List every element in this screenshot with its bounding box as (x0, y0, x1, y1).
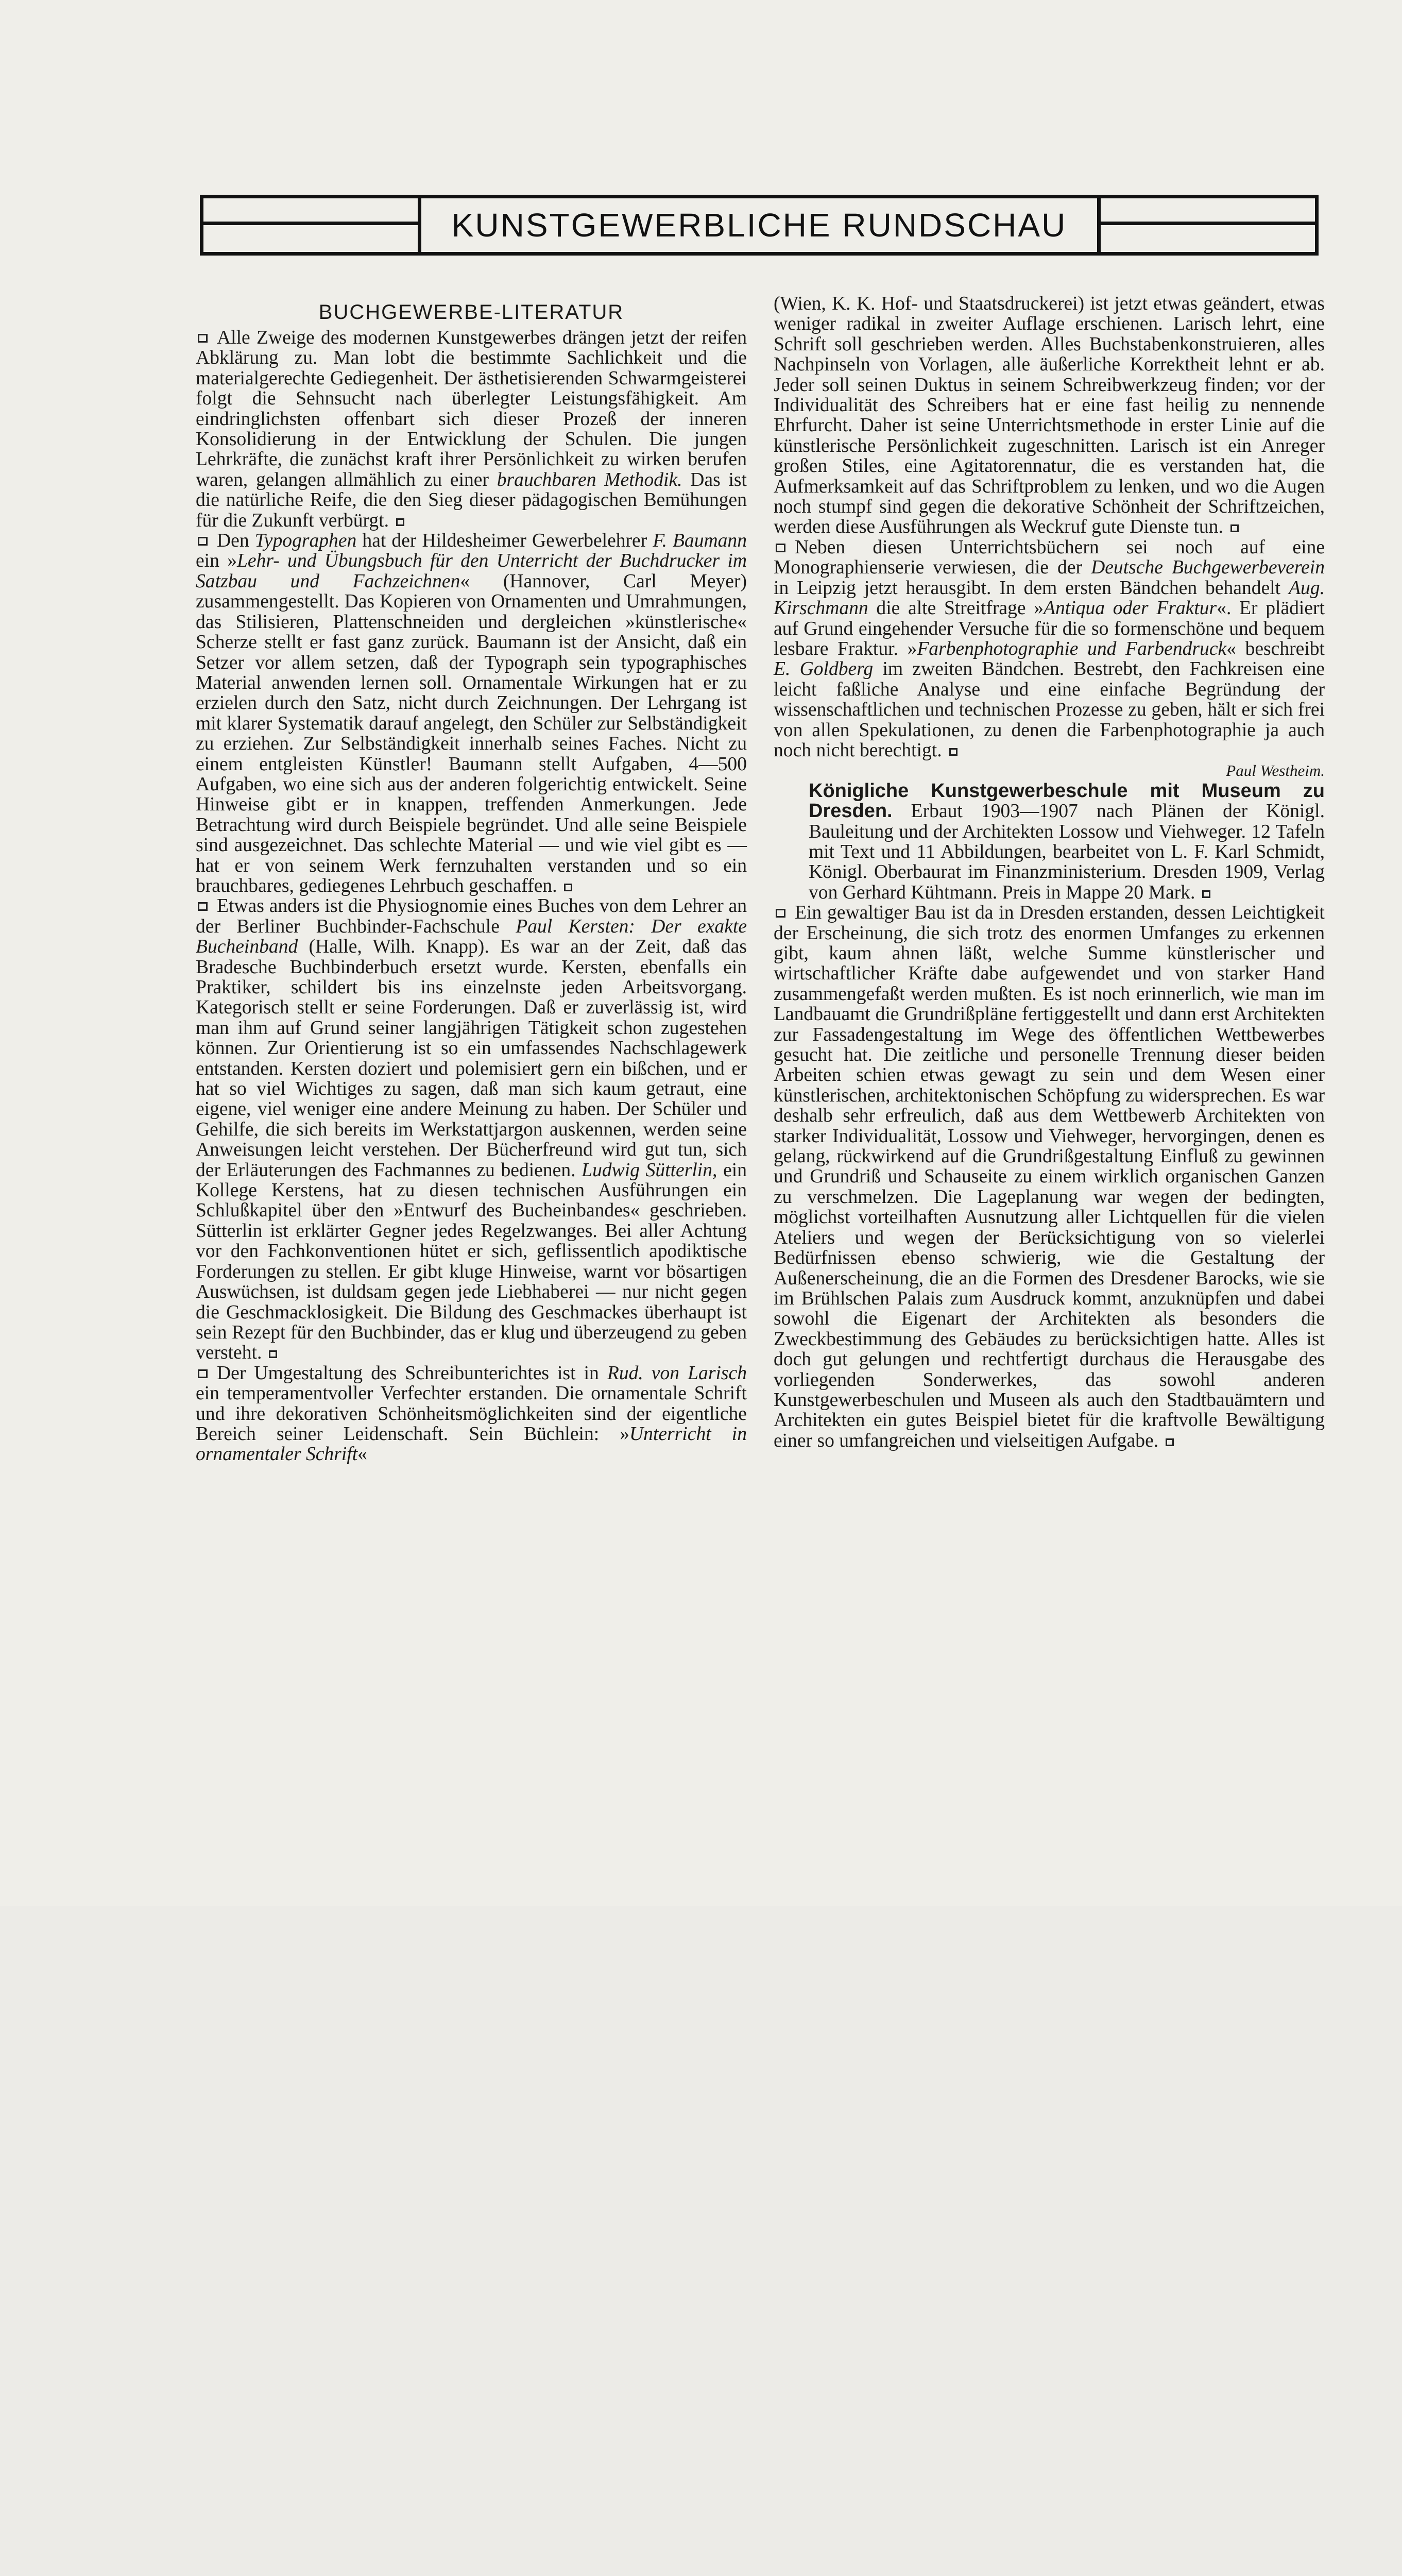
paragraph: Alle Zweige des modernen Kunstgewerbes drängen jetzt der reifen Abklärung zu. Man lobt die bestimmte Sachlichkeit und die materialgerechte Gediegenheit. Der ästhetisierenden Schwarmgeisterei folgt die Sehnsucht nach überlegter Leistungsfähigkeit. Am eindringlichsten offenbart sich dieser Prozeß der inneren Konsolidierung in der Entwicklung der Schulen. Die jungen Lehrkräfte, die zunächst kraft ihrer Persönlichkeit zu wirken berufen waren, gelangen allmählich zu einer brauchbaren Methodik. Das ist die natürliche Reife, die den Sieg dieser pädagogischen Bemühungen für die Zukunft verbürgt. (196, 327, 747, 531)
paragraph-bullet-icon (198, 537, 208, 546)
paragraph: (Wien, K. K. Hof- und Staatsdruckerei) ist jetzt etwas geändert, etwas weniger radikal in zweiter Auflage erschienen. Larisch lehrt, eine Schrift soll geschrieben werden. Alles Buchstabenkonstruieren, alles Nachpinseln von Vorlagen, alle äußerliche Korrektheit lehnt er ab. Jeder soll seinen Duktus in seinem Schreibwerkzeug finden; vor der Individualität des Schreibers hat er eine fast heilig zu nennende Ehrfurcht. Daher ist seine Unterrichtsmethode in erster Linie auf die künstlerische Persönlichkeit zugeschnitten. Larisch ist ein Anreger großen Stiles, eine Agitatorennatur, die es verstanden hat, die Aufmerksamkeit auf das Schriftproblem zu lenken, und wo die Augen noch stumpf sind gegen die dekorative Schönheit der Schriftzeichen, werden diese Ausführungen als Weckruf gute Dienste tun. (774, 293, 1325, 538)
banner-ornament-left (200, 198, 421, 252)
paragraph: Etwas anders ist die Physiognomie eines Buches von dem Lehrer an der Berliner Buchbinder-Fachschule Paul Kersten: Der exakte Bucheinband (Halle, Wilh. Knapp). Es war an der Zeit, daß das Bradesche Buchbinderbuch ersetzt wurde. Kersten, ebenfalls ein Praktiker, schildert bis ins einzelnste jeden Arbeitsvorgang. Kategorisch stellt er seine Forderungen. Daß er zuverlässig ist, wird man ihm auf Grund seiner langjährigen Tätigkeit schon zugestehen können. Zur Orientierung ist so ein umfassendes Nachschlagewerk entstanden. Kersten doziert und polemisiert gern ein bißchen, und er hat so viel Wichtiges zu sagen, daß man sich kaum getraut, eine eigene, viel weniger eine andere Meinung zu haben. Der Schüler und Gehilfe, die sich bereits im Werkstattjargon auskennen, werden seine Anweisungen leicht verstehen. Der Bücherfreund wird gut tun, sich der Erläuterungen des Fachmannes zu bedienen. Ludwig Sütterlin, ein Kollege Kerstens, hat zu diesen technischen Ausführungen ein Schlußkapitel über den »Entwurf des Bucheinbandes« geschrieben. Sütterlin ist erklärter Gegner jedes Regelzwanges. Bei aller Achtung vor den Fachkonventionen hütet er sich, geflissentlich apodiktische Forderungen zu stellen. Er gibt kluge Hinweise, warnt vor bösartigen Auswüchsen, ist duldsam gegen jede Liebhaberei — nur nicht gegen die Geschmacklosigkeit. Die Bildung des Geschmackes überhaupt ist sein Rezept für den Buchbinder, das er klug und überzeugend zu geben versteht. (196, 895, 747, 1364)
paragraph-end-icon (1202, 890, 1210, 898)
paragraph: Der Umgestaltung des Schreibunterichtes ist in Rud. von Larisch ein temperamentvoller Verfechter erstanden. Die ornamentale Schrift und ihre dekorativen Schönheitsmöglichkeiten sind der eigentliche Bereich seiner Leidenschaft. Sein Büchlein: »Unterricht in ornamentaler Schrift« (196, 1362, 747, 1465)
section-banner (200, 195, 1319, 256)
paragraph-end-icon (949, 748, 958, 756)
library-footer (0, 1906, 1402, 2123)
paragraph: Ein gewaltiger Bau ist da in Dresden erstanden, dessen Leichtigkeit der Erscheinung, die sich trotz des enormen Umfanges zu erkennen gibt, kaum ahnen läßt, welche Summe künstlerischer und wirtschaftlicher Kräfte dabe aufgewendet und von starker Hand zusammengefaßt werden mußten. Es ist noch erinnerlich, wie man im Landbauamt die Grundrißpläne fertiggestellt und dann erst Architekten zur Fassadengestaltung im Wege des öffentlichen Wettbewerbes gesucht hat. Die zeitliche und personelle Trennung dieser beiden Arbeiten schien etwas gewagt zu sein und dem Wesen einer künstlerischen, architektonischen Schöpfung zu widersprechen. Es war deshalb sehr erfreulich, daß aus dem Wettbewerb Architekten von starker Individualität, Lossow und Viehweger, hervorgingen, denen es gelang, rückwirkend auf die Grundrißgestaltung Einfluß zu gewinnen und Grundriß und Schauseite zu einem wirklich organischen Ganzen zu verschmelzen. Die Lageplanung war wegen der bedingten, möglichst vorteilhaften Ausnutzung aller Lichtquellen für die vielen Ateliers und wegen der Berücksichtigung von so vielerlei Bedürfnissen ebenso schwierig, wie die Gestaltung der Außenerscheinung, die an die Formen des Dresdener Barocks, wie sie im Brühlschen Palais zum Ausdruck kommt, anzuknüpfen und dabei sowohl die Eigenart der Architekten als besonders die Zweckbestimmung des Gebäudes zu berücksichtigen hatte. Alles ist doch gut gelungen und rechtfertigt durchaus die Herausgabe des vorliegenden Sonderwerkes, das sowohl anderen Kunstgewerbeschulen und Museen als auch den Stadtbauämtern und Architekten ein gutes Beispiel bietet für die kraftvolle Bewältigung einer so umfangreichen und vielseitigen Aufgabe. (774, 902, 1325, 1451)
book-entry: Königliche Kunstgewerbeschule mit Museum zu Dresden. Erbaut 1903—1907 nach Plänen der Königl. Bauleitung und der Architekten Lossow und Viehweger. 12 Tafeln mit Text und 11 Abbildungen, bearbeitet von L. F. Karl Schmidt, Königl. Oberbaurat im Finanzministerium. Dresden 1909, Verlag von Gerhard Kühtmann. Preis in Mappe 20 Mark. (809, 779, 1325, 903)
left-column (196, 294, 747, 1465)
paragraph: Neben diesen Unterrichtsbüchern sei noch auf eine Monographienserie verwiesen, die der Deutsche Buchgewerbeverein in Leipzig jetzt herausgibt. In dem ersten Bändchen behandelt Aug. Kirschmann die alte Streitfrage »Antiqua oder Fraktur«. Er plädiert auf Grund eingehender Versuche für die so formenschöne und bequem lesbare Fraktur. »Farbenphotographie und Farbendruck« beschreibt E. Goldberg im zweiten Bändchen. Bestrebt, den Fachkreisen eine leicht faßliche Analyse und eine einfache Begründung der wissenschaftlichen und technischen Prozesse zu geben, hält er sich frei von allen Spekulationen, zu denen die Farbenphotographie ja auch noch nicht berechtigt. (774, 536, 1325, 761)
paragraph-end-icon (1166, 1438, 1174, 1446)
paragraph-bullet-icon (776, 909, 785, 918)
book-entry-title: Königliche Kunstgewerbeschule mit Museum zu Dresden. (809, 779, 1325, 822)
paragraph-bullet-icon (198, 1369, 208, 1378)
paragraph-bullet-icon (776, 544, 785, 552)
paragraph-end-icon (396, 518, 404, 526)
page-title: KUNSTGEWERBLICHE RUNDSCHAU (451, 207, 1067, 244)
right-column (774, 294, 1325, 1451)
section-heading: BUCHGEWERBE-LITERATUR (318, 301, 624, 324)
paragraph-bullet-icon (198, 334, 208, 343)
paragraph-end-icon (1230, 524, 1239, 532)
paragraph-bullet-icon (198, 902, 208, 911)
paragraph-end-icon (564, 884, 572, 891)
banner-ornament-right (1097, 198, 1319, 252)
author-signature: Paul Westheim. (1226, 761, 1325, 780)
paragraph-end-icon (269, 1350, 277, 1358)
paragraph: Den Typographen hat der Hildesheimer Gewerbelehrer F. Baumann ein »Lehr- und Übungsbuch für den Unterricht der Buchdrucker im Satzbau und Fachzeichnen« (Hannover, Carl Meyer) zusammengestellt. Das Kopieren von Ornamenten und Umrahmungen, das Stilisieren, Plattenschneiden und dergleichen »künstlerische« Scherze stellt er fast ganz zurück. Baumann ist der Ansicht, daß ein Setzer vor allem setzen, daß der Typograph sein typographisches Material anwenden lernen soll. Ornamentale Wirkungen hat er zu erzielen durch den Satz, nicht durch Zeichnungen. Der Lehrgang ist mit klarer Systematik darauf angelegt, den Schüler zur Selbständigkeit zu erziehen. Zur Selbständigkeit innerhalb seines Faches. Nicht zu einem entgleisten Künstler! Baumann stellt Aufgaben, 4—500 Aufgaben, wo eine sich aus der anderen folgerichtig entwickelt. Seine Hinweise gibt er in knappen, treffenden Anmerkungen. Jede Betrachtung wird durch Beispiele begründet. Und alle seine Beispiele sind ausgezeichnet. Das schlechte Material — und wie viel gibt es — hat er von seinem Werk fernzuhalten verstanden und so ein brauchbares, gediegenes Lehrbuch geschaffen. (196, 530, 747, 896)
